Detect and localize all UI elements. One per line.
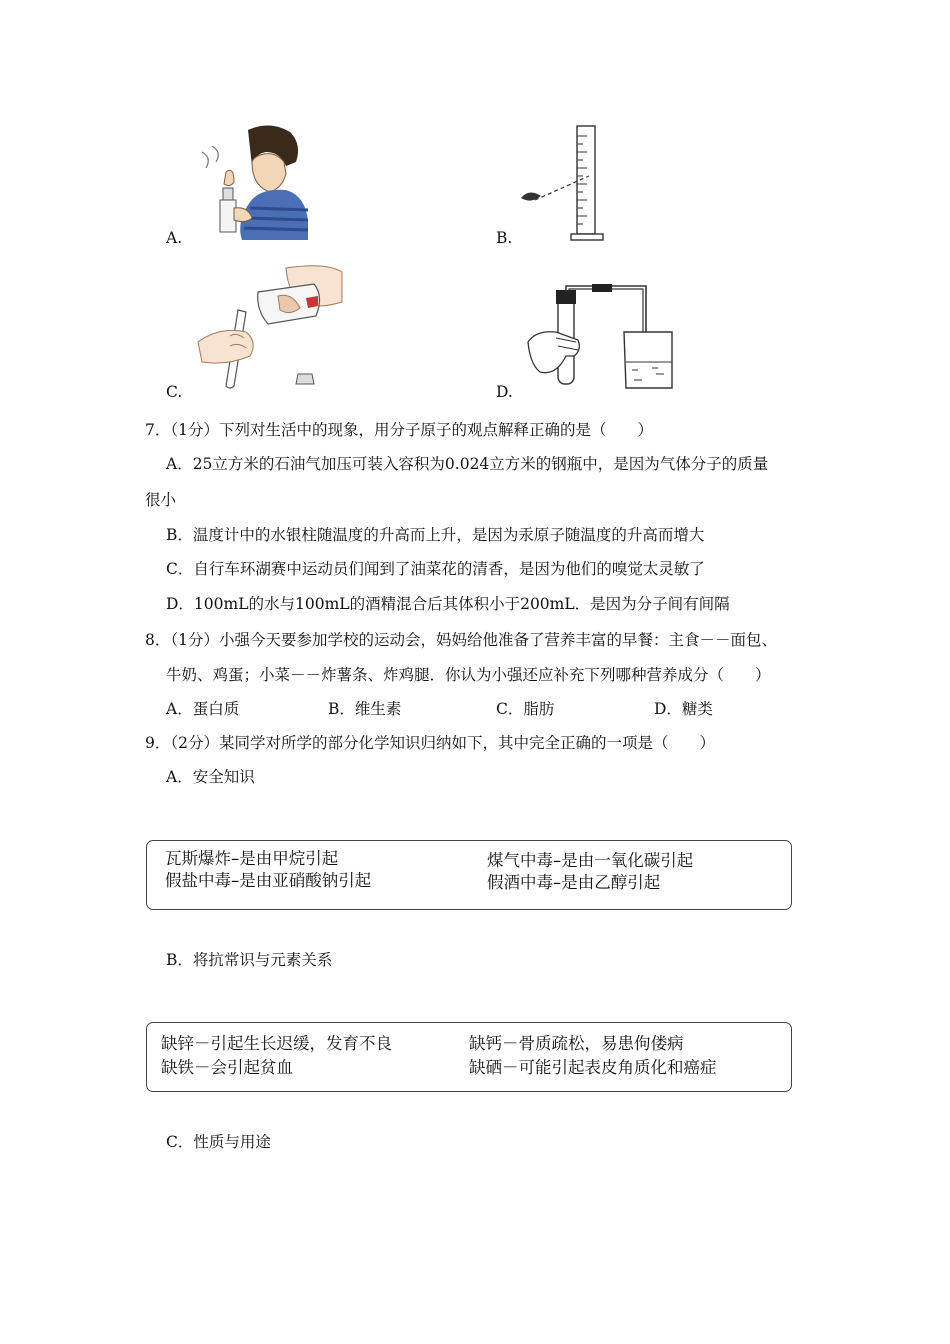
option-a-label: A. bbox=[166, 229, 183, 247]
question-9-option-c-title: C．性质与用途 bbox=[166, 1133, 271, 1151]
question-8-option-a: A．蛋白质 bbox=[166, 700, 240, 718]
option-c-label: C. bbox=[166, 383, 183, 401]
option-b-label: B. bbox=[496, 229, 513, 247]
element-health-box bbox=[146, 1022, 792, 1092]
box-a-right-line1: 煤气中毒–是由一氧化碳引起 bbox=[487, 851, 694, 870]
question-9-stem: 9．（2分）某同学对所学的部分化学知识归纳如下，其中完全正确的一项是（ ） bbox=[145, 734, 715, 752]
question-8-stem-line2: 牛奶、鸡蛋；小菜－－炸薯条、炸鸡腿．你认为小强还应补充下列哪种营养成分（ ） bbox=[166, 666, 771, 684]
pouring-liquid-illustration bbox=[196, 262, 346, 390]
question-8-option-b: B．维生素 bbox=[328, 700, 402, 718]
question-8-option-d: D．糖类 bbox=[654, 700, 713, 718]
box-b-left-line1: 缺锌－引起生长迟缓，发育不良 bbox=[161, 1034, 392, 1053]
question-7-stem: 7．（1分）下列对生活中的现象，用分子原子的观点解释正确的是（ ） bbox=[145, 421, 653, 439]
box-a-right-line2: 假酒中毒–是由乙醇引起 bbox=[487, 873, 661, 892]
box-b-right-line2: 缺硒－可能引起表皮角质化和癌症 bbox=[469, 1058, 717, 1077]
question-7-option-b: B．温度计中的水银柱随温度的升高而上升，是因为汞原子随温度的升高而增大 bbox=[166, 526, 705, 544]
box-a-left-line1: 瓦斯爆炸–是由甲烷引起 bbox=[165, 849, 339, 868]
safety-knowledge-box bbox=[146, 840, 792, 910]
box-b-right-line1: 缺钙－骨质疏松，易患佝偻病 bbox=[469, 1034, 684, 1053]
question-7-option-a-line2: 很小 bbox=[145, 491, 177, 509]
question-7-option-d: D．100mL的水与100mL的酒精混合后其体积小于200mL．是因为分子间有间隔 bbox=[166, 595, 730, 613]
question-9-option-b-title: B．将抗常识与元素关系 bbox=[166, 951, 333, 969]
option-d-label: D. bbox=[496, 383, 513, 401]
question-7-option-c: C．自行车环湖赛中运动员们闻到了油菜花的清香，是因为他们的嗅觉太灵敏了 bbox=[166, 560, 705, 578]
question-8-stem-line1: 8．（1分）小强今天要参加学校的运动会，妈妈给他准备了营养丰富的早餐：主食－－面包、 bbox=[145, 631, 777, 649]
box-b-left-line2: 缺铁－会引起贫血 bbox=[161, 1058, 293, 1077]
graduated-cylinder-illustration bbox=[515, 122, 615, 244]
airtightness-check-illustration bbox=[526, 284, 682, 392]
smelling-gas-illustration bbox=[190, 122, 312, 242]
question-7-option-a-line1: A．25立方米的石油气加压可装入容积为0.024立方米的钢瓶中，是因为气体分子的质量 bbox=[166, 455, 769, 473]
box-a-left-line2: 假盐中毒–是由亚硝酸钠引起 bbox=[165, 871, 372, 890]
question-9-option-a-title: A．安全知识 bbox=[166, 768, 255, 786]
question-8-option-c: C．脂肪 bbox=[496, 700, 555, 718]
